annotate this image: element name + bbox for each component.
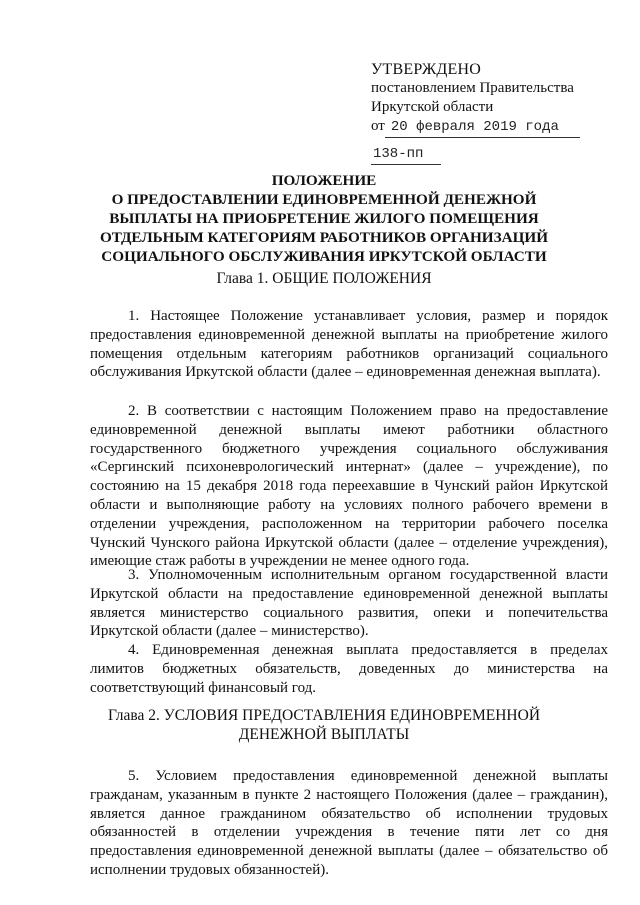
approval-number: 138-пп [371,145,441,165]
title-line-2: О ПРЕДОСТАВЛЕНИИ ЕДИНОВРЕМЕННОЙ ДЕНЕЖНОЙ [111,191,537,208]
title-line-3: ВЫПЛАТЫ НА ПРИОБРЕТЕНИЕ ЖИЛОГО ПОМЕЩЕНИЯ [109,210,539,227]
approved-label: УТВЕРЖДЕНО [371,61,482,78]
title-line-5: СОЦИАЛЬНОГО ОБСЛУЖИВАНИЯ ИРКУТСКОЙ ОБЛАСТИ [101,248,547,265]
approval-date: 20 февраля 2019 года [385,118,580,138]
document-title [40,171,608,266]
paragraph-1: 1. Настоящее Положение устанавливает условия, размер и порядок предоставления единовременной денежной выплаты на приобретение жилого помещения отдельным категориям работников организаций социального обслуживания Иркутской области (далее – единовременная денежная выплата). [90,308,608,381]
title-line-4: ОТДЕЛЬНЫМ КАТЕГОРИЯМ РАБОТНИКОВ ОРГАНИЗАЦИЙ [99,229,549,246]
chapter-2-heading [40,706,608,744]
paragraph-4: 4. Единовременная денежная выплата предоставляется в пределах лимитов бюджетных обязательств, доведенных до министерства на соответствующий финансовый год. [90,642,608,696]
chapter-2-heading-line-1: Глава 2. УСЛОВИЯ ПРЕДОСТАВЛЕНИЯ ЕДИНОВРЕМЕННОЙ [107,707,541,724]
approval-line-2: Иркутской области [371,99,494,115]
paragraph-5: 5. Условием предоставления единовременной денежной выплаты гражданам, указанным в пункте 2 настоящего Положения (далее – гражданин), является данное гражданином обязательство об исполнении трудовых обязанностей в отделении учреждения в течение пяти лет со дня предоставления единовременной денежной выплаты (далее – обязательство об исполнении трудовых обязанностей). [90,768,608,878]
paragraph-2: 2. В соответствии с настоящим Положением право на предоставление единовременной денежной выплаты имеют работники областного государственного бюджетного учреждения социального обслуживания «Сергинский психоневрологический интернат» (далее – учреждение), по состоянию на 15 декабря 2018 года переехавшие в Чунский район Иркутской области и выполняющие работу на условиях полного рабочего времени в отделении учреждения, расположенном на территории рабочего поселка Чунский Чунского района Иркутской области (далее – отделение учреждения), имеющие стаж работы в учреждении не менее одного года. [90,403,608,570]
paragraph-3: 3. Уполномоченным исполнительным органом государственной власти Иркутской области на предоставление единовременной денежной выплаты является министерство социального развития, опеки и попечительства Иркутской области (далее – министерство). [90,567,608,640]
approval-number-line [371,144,621,165]
date-prefix: от [371,118,385,134]
approval-line-1: постановлением Правительства [371,80,574,96]
approval-stamp [371,60,621,165]
title-line-1: ПОЛОЖЕНИЕ [271,172,377,189]
approval-date-line [371,117,621,138]
chapter-2-heading-line-2: ДЕНЕЖНОЙ ВЫПЛАТЫ [238,726,410,743]
chapter-1-heading: Глава 1. ОБЩИЕ ПОЛОЖЕНИЯ [216,270,432,287]
